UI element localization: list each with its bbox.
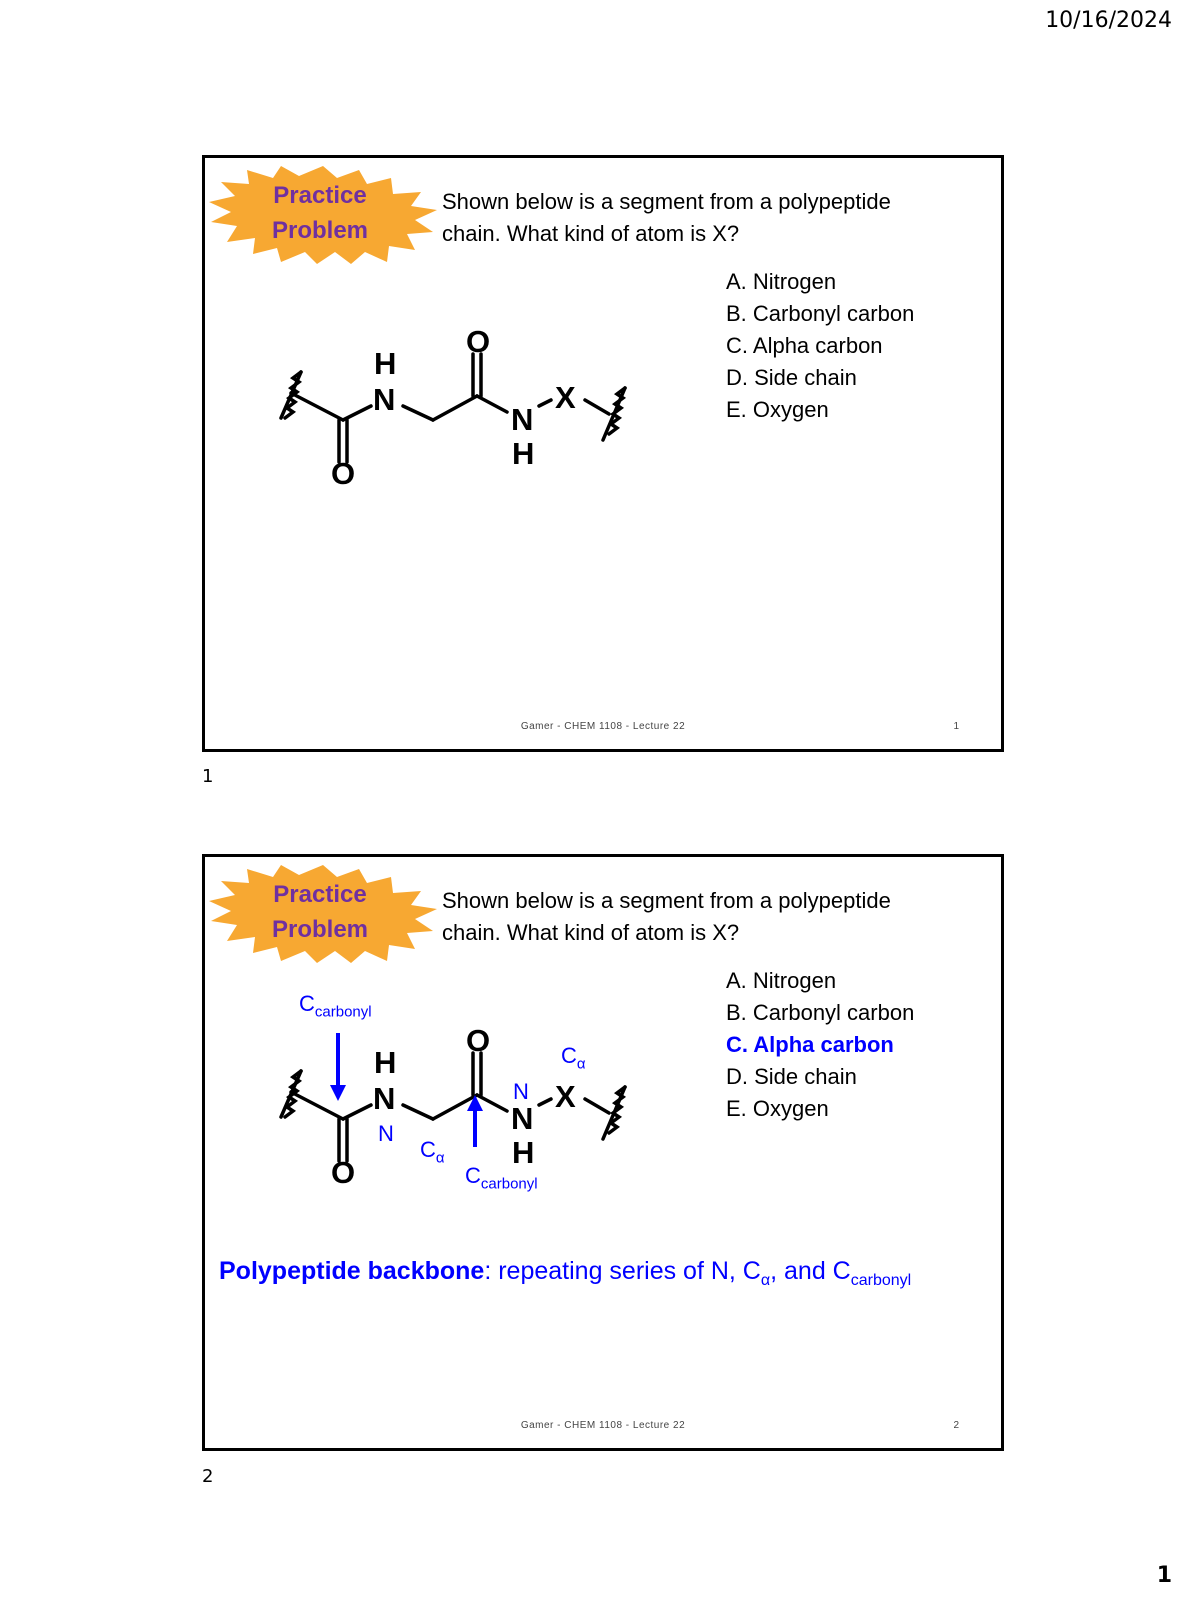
slide-2 bbox=[202, 854, 1004, 1451]
slide-1 bbox=[202, 155, 1004, 752]
label-c-alpha-1 bbox=[420, 1137, 445, 1166]
atom-x: X bbox=[555, 1079, 576, 1114]
summary-bold: Polypeptide backbone bbox=[219, 1257, 485, 1285]
choice-c-correct: C. Alpha carbon bbox=[726, 1032, 894, 1057]
badge-line-1: Practice bbox=[273, 881, 367, 908]
polypeptide-structure bbox=[205, 158, 1001, 749]
question-line-2: chain. What kind of atom is X? bbox=[442, 221, 740, 246]
atom-o-top: O bbox=[466, 324, 491, 359]
summary-comma: , bbox=[770, 1257, 778, 1285]
summary-carbonyl: carbonyl bbox=[850, 1272, 912, 1289]
label-c-carbonyl-1 bbox=[299, 991, 372, 1020]
label-c-letter: C bbox=[299, 991, 315, 1016]
summary-text: : repeating series of N, C bbox=[484, 1257, 761, 1285]
choice-d: D. Side chain bbox=[726, 365, 857, 390]
label-c-letter: C bbox=[561, 1043, 577, 1068]
slide-footer: Gamer - CHEM 1108 - Lecture 22 bbox=[520, 721, 686, 732]
bond-3 bbox=[403, 1105, 433, 1119]
atom-n-left: N bbox=[373, 382, 396, 417]
backbone-summary bbox=[219, 1257, 911, 1290]
atom-x: X bbox=[555, 380, 576, 415]
bond-3 bbox=[403, 406, 433, 420]
label-sub: carbonyl bbox=[314, 1003, 372, 1021]
choice-b: B. Carbonyl carbon bbox=[726, 1000, 915, 1025]
atom-h-bottom: H bbox=[512, 1135, 535, 1170]
bond-1 bbox=[291, 393, 343, 420]
slide-footer: Gamer - CHEM 1108 - Lecture 22 bbox=[520, 1420, 686, 1431]
atom-h-top: H bbox=[374, 1045, 397, 1080]
atom-n-right: N bbox=[511, 402, 534, 437]
summary-alpha: α bbox=[760, 1272, 771, 1289]
label-sub: α bbox=[576, 1055, 586, 1073]
label-c-carbonyl-2 bbox=[465, 1163, 538, 1192]
bond-6 bbox=[539, 1099, 551, 1105]
badge-line-2: Problem bbox=[271, 217, 369, 244]
choice-d: D. Side chain bbox=[726, 1064, 857, 1089]
label-n-2: N bbox=[513, 1079, 529, 1104]
choice-c: C. Alpha carbon bbox=[726, 333, 883, 358]
choice-e: E. Oxygen bbox=[726, 1096, 829, 1121]
arrow-down-head bbox=[330, 1085, 346, 1101]
atom-n-right: N bbox=[511, 1101, 534, 1136]
slide-1-number: 1 bbox=[202, 766, 214, 787]
print-date: 10/16/2024 bbox=[1045, 8, 1172, 33]
bond-7 bbox=[585, 1099, 609, 1113]
label-sub: carbonyl bbox=[480, 1175, 538, 1193]
question-line-1: Shown below is a segment from a polypeptide bbox=[442, 888, 891, 913]
bond-6 bbox=[539, 400, 551, 406]
bond-1 bbox=[291, 1092, 343, 1119]
bond-7 bbox=[585, 400, 609, 414]
badge-line-2: Problem bbox=[271, 916, 369, 943]
badge-line-1: Practice bbox=[273, 182, 367, 209]
summary-and: and C bbox=[777, 1257, 851, 1285]
choice-a: A. Nitrogen bbox=[726, 968, 837, 993]
bond-2 bbox=[343, 406, 371, 420]
bond-2 bbox=[343, 1105, 371, 1119]
bond-4 bbox=[433, 396, 477, 420]
question-line-1: Shown below is a segment from a polypeptide bbox=[442, 189, 891, 214]
atom-h-bottom: H bbox=[512, 436, 535, 471]
label-sub: α bbox=[435, 1149, 445, 1167]
polypeptide-structure bbox=[205, 857, 1001, 1448]
question-line-2: chain. What kind of atom is X? bbox=[442, 920, 740, 945]
label-n-1: N bbox=[378, 1121, 394, 1146]
choice-e: E. Oxygen bbox=[726, 397, 829, 422]
atom-h-top: H bbox=[374, 346, 397, 381]
slide-footer-number: 1 bbox=[953, 721, 959, 732]
label-c-alpha-2 bbox=[561, 1043, 586, 1072]
atom-n-left: N bbox=[373, 1081, 396, 1116]
atom-o-top: O bbox=[466, 1023, 491, 1058]
atom-o-bottom: O bbox=[331, 456, 356, 491]
label-c-letter: C bbox=[465, 1163, 481, 1188]
slide-2-number: 2 bbox=[202, 1466, 214, 1487]
choice-a: A. Nitrogen bbox=[726, 269, 837, 294]
choice-b: B. Carbonyl carbon bbox=[726, 301, 915, 326]
slide-footer-number: 2 bbox=[953, 1420, 959, 1431]
page-number: 1 bbox=[1156, 1563, 1172, 1588]
bond-5 bbox=[477, 396, 507, 412]
atom-o-bottom: O bbox=[331, 1155, 356, 1190]
label-c-letter: C bbox=[420, 1137, 436, 1162]
